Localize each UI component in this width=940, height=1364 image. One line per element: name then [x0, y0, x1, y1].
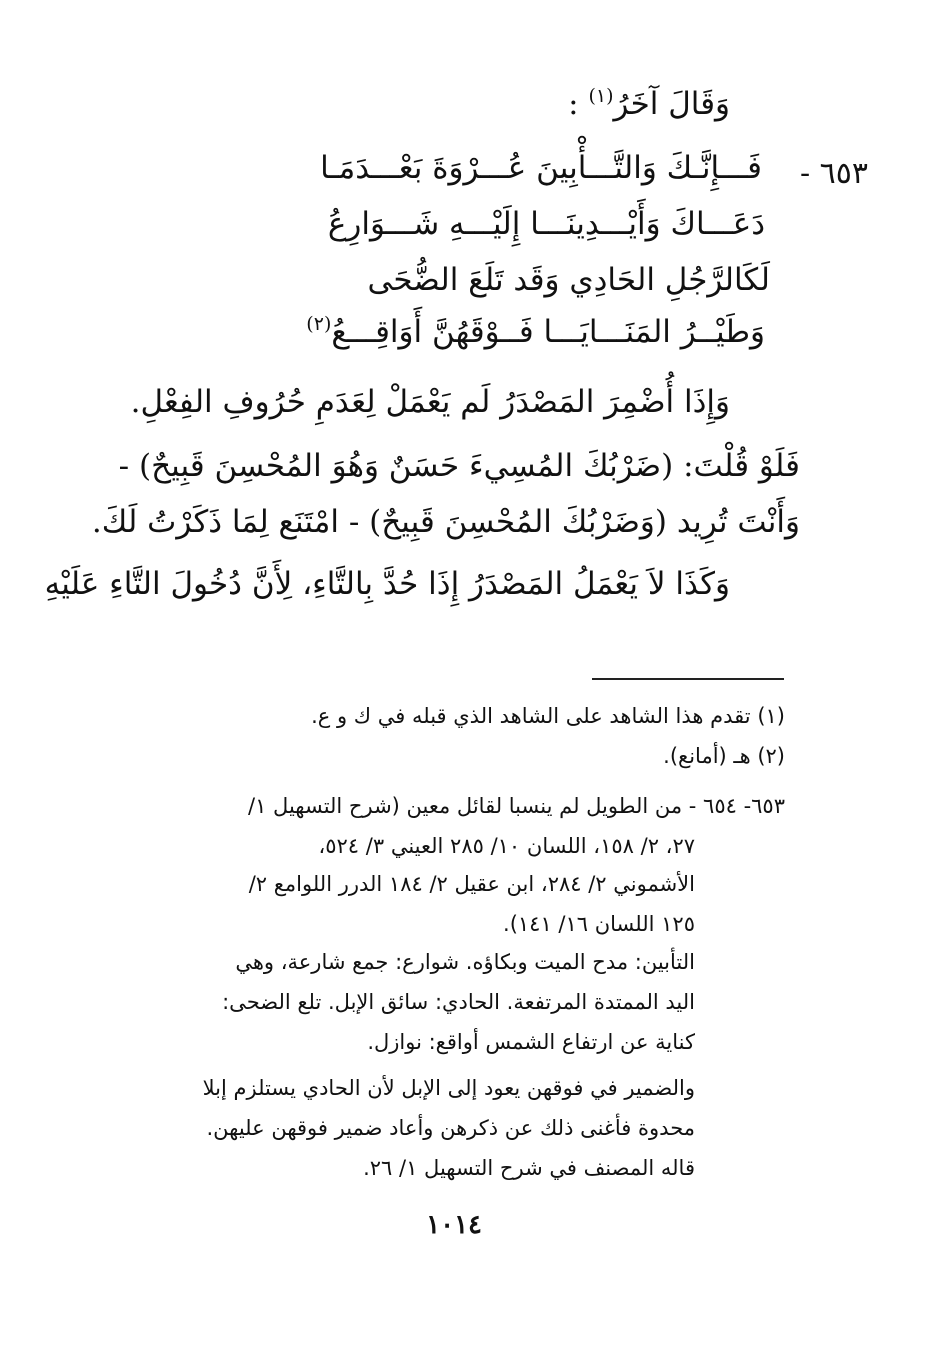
verse-number: ٦٥٣ -	[799, 156, 868, 191]
intro-line	[568, 86, 730, 122]
commentary-line-8: والضمير في فوقهن يعود إلى الإبل لأن الحادي يستلزم إبلا	[202, 1076, 695, 1100]
commentary-line-3: الأشموني ٢/ ٢٨٤، ابن عقيل ٢/ ١٨٤ الدرر اللوامع ٢/	[248, 872, 695, 896]
verse-line-4	[306, 314, 765, 350]
commentary-line-5: التأبين: مدح الميت وبكاؤه. شوارع: جمع شارعة، وهي	[235, 950, 695, 974]
commentary-line-2: ٢٧، ٢/ ١٥٨، اللسان ١٠/ ٢٨٥ العيني ٣/ ٥٢٤،	[318, 834, 695, 858]
commentary-line-6: اليد الممتدة المرتفعة. الحادي: سائق الإبل. تلع الضحى:	[222, 990, 695, 1014]
prose-line-3: وَأَنْتَ تُرِيد (وَضَرْبُكَ المُحْسِنَ قَبِيحٌ) - امْتَنَع لِمَا ذَكَرْتُ لَكَ.	[91, 504, 800, 540]
commentary-line-4: ١٢٥ اللسان ١٦/ ١٤١).	[503, 912, 695, 936]
commentary-line-10: قاله المصنف في شرح التسهيل ١/ ٢٦.	[363, 1156, 695, 1180]
commentary-line-9: محدوة فأغنى ذلك عن ذكرهن وأعاد ضمير فوقهن عليهن.	[206, 1116, 695, 1140]
verse-line-3: لَكَالرَّجُلِ الحَادِي وَقَد تَلَعَ الضُّحَى	[367, 262, 770, 298]
page-number: ١٠١٤	[426, 1210, 482, 1240]
prose-line-2: فَلَوْ قُلْتَ: (ضَرْبُكَ المُسِيءَ حَسَنٌ وَهُوَ المُحْسِنَ قَبِيحٌ) -	[118, 448, 800, 484]
verse-line-4-text: وَطَيْــرُ المَنَـــايَـــا فَــوْقَهُنَّ أَوَاقِـــعُ	[331, 314, 765, 350]
footnote-1: (١) تقدم هذا الشاهد على الشاهد الذي قبله في ك و ع.	[311, 704, 785, 728]
footnote-2: (٢) هـ (أمانع).	[663, 744, 785, 768]
commentary-line-1: ٦٥٣- ٦٥٤ - من الطويل لم ينسبا لقائل معين (شرح التسهيل ١/	[248, 794, 785, 818]
intro-text: وَقَالَ آخَرُ	[613, 86, 730, 122]
intro-colon: :	[568, 86, 579, 122]
footnote-separator	[592, 678, 784, 680]
verse-line-1: فَـــإِنَّـكَ وَالتَّـــأْبِينَ عُـــرْوَةَ بَعْـــدَمَـا	[320, 150, 762, 186]
prose-line-1: وَإِذَا أُضْمِرَ المَصْدَرُ لَم يَعْمَلْ لِعَدَمِ حُرُوفِ الفِعْلِ.	[130, 384, 730, 420]
footnote-ref-1: (١)	[588, 85, 614, 107]
commentary-line-7: كناية عن ارتفاع الشمس أواقع: نوازل.	[367, 1030, 695, 1054]
prose-line-4: وَكَذَا لاَ يَعْمَلُ المَصْدَرُ إِذَا حُدَّ بِالتَّاءِ، لِأَنَّ دُخُولَ التَّاءِ عَلَيْهِ	[44, 566, 730, 602]
verse-line-2: دَعَـــاكَ وَأَيْـــدِينَـــا إِلَيْـــهِ شَـــوَارِعُ	[327, 206, 765, 242]
footnote-ref-2: (٢)	[306, 313, 332, 335]
